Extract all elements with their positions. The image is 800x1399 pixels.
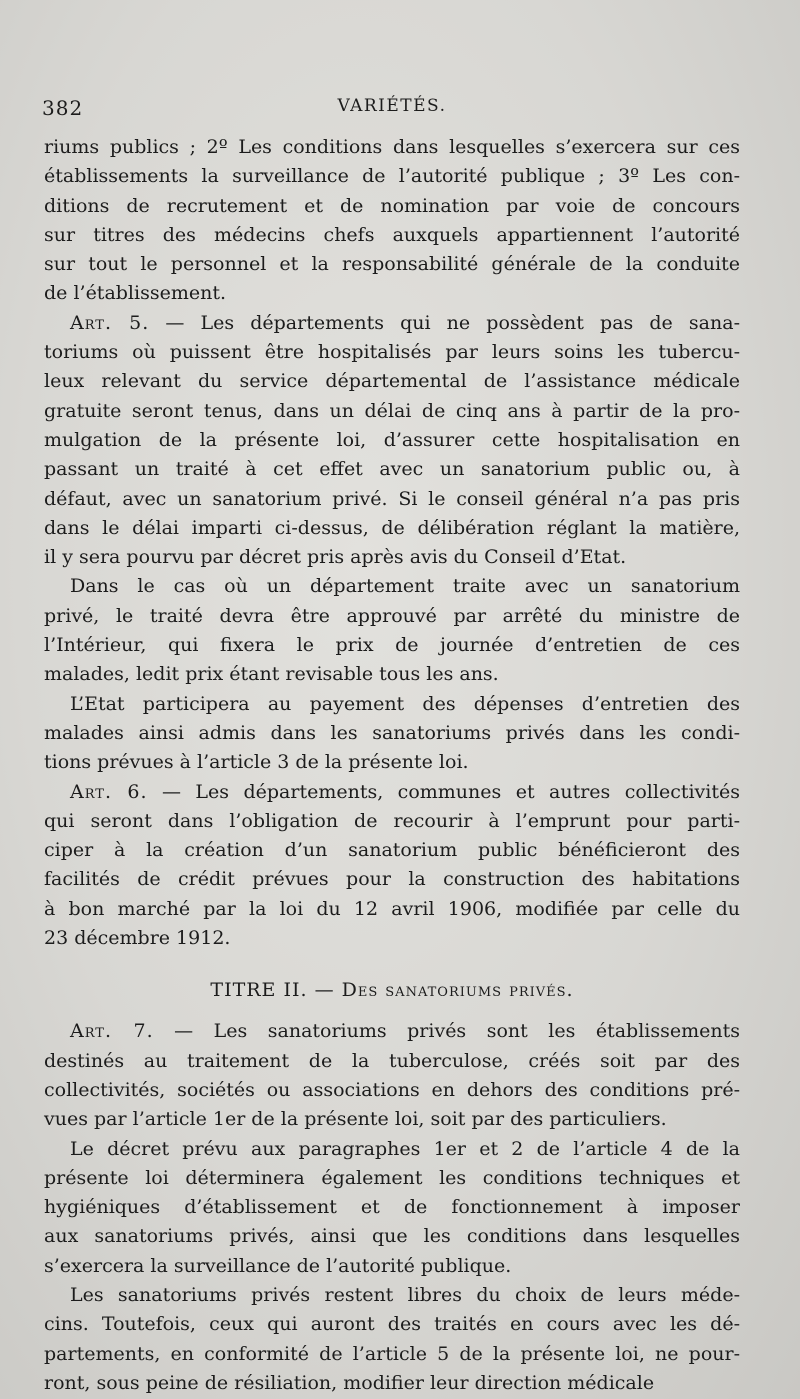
text-line — [44, 514, 740, 543]
text-line — [44, 367, 740, 396]
article-label: Art. 7. — [70, 1020, 154, 1043]
text-line — [44, 426, 740, 455]
text-line — [44, 748, 740, 777]
line-text: qui seront dans l’obligation de recourir à l’emprunt pour parti- — [44, 809, 740, 832]
text-line — [44, 1252, 740, 1281]
text-line — [44, 865, 740, 894]
text-line — [44, 1164, 740, 1193]
title-main: TITRE II. — [210, 979, 308, 1002]
text-line — [44, 1281, 740, 1310]
line-text: Dans le cas où un département traite avec un sanatorium — [70, 575, 740, 598]
text-line — [44, 1222, 740, 1251]
line-text: présente loi déterminera également les conditions techniques et — [44, 1166, 740, 1189]
line-text: cins. Toutefois, ceux qui auront des traités en cours avec les dé- — [44, 1313, 740, 1336]
section-title — [44, 975, 740, 1005]
text-line — [44, 719, 740, 748]
line-text: ront, sous peine de résiliation, modifier leur direction médicale — [44, 1371, 655, 1394]
line-text: s’exercera la surveillance de l’autorité publique. — [44, 1254, 512, 1277]
line-text: dans le délai imparti ci-dessus, de délibération réglant la matière, — [44, 516, 740, 539]
line-text: privé, le traité devra être approuvé par arrêté du ministre de — [44, 604, 740, 627]
line-text: il y sera pourvu par décret pris après avis du Conseil d’Etat. — [44, 546, 627, 569]
text-line — [44, 631, 740, 660]
running-head: VARIÉTÉS. — [337, 96, 447, 116]
line-text: malades ainsi admis dans les sanatoriums privés dans les condi- — [44, 721, 740, 744]
line-text: défaut, avec un sanatorium privé. Si le conseil général n’a pas pris — [44, 487, 740, 510]
line-text: sur titres des médecins chefs auxquels appartiennent l’autorité — [44, 223, 740, 246]
line-text: facilités de crédit prévues pour la construction des habitations — [44, 868, 740, 891]
text-line — [44, 1105, 740, 1134]
text-line — [44, 221, 740, 250]
text-line — [44, 1017, 740, 1046]
text-line — [44, 895, 740, 924]
text-line — [44, 1369, 740, 1398]
paragraph — [44, 1281, 740, 1398]
text-line — [44, 690, 740, 719]
text-line — [44, 455, 740, 484]
line-text: — Les départements qui ne possèdent pas de sana- — [149, 311, 740, 334]
line-text: Les sanatoriums privés restent libres du choix de leurs méde- — [70, 1283, 740, 1306]
line-text: riums publics ; 2º Les conditions dans lesquelles s’exercera sur ces — [44, 136, 740, 158]
line-text: hygiéniques d’établissement et de fonctionnement à imposer — [44, 1196, 740, 1219]
line-text: sur tout le personnel et la responsabilité générale de la conduite — [44, 253, 740, 276]
line-text: leux relevant du service départemental de l’assistance médicale — [44, 370, 740, 393]
text-line — [44, 836, 740, 865]
text-line — [44, 1076, 740, 1105]
text-line — [44, 807, 740, 836]
paragraph — [44, 778, 740, 954]
line-text: — Les sanatoriums privés sont les établissements — [153, 1020, 740, 1043]
section-titre-2 — [44, 1017, 740, 1398]
line-text: gratuite seront tenus, dans un délai de cinq ans à partir de la pro- — [44, 399, 740, 422]
text-line — [44, 1340, 740, 1369]
text-line — [44, 778, 740, 807]
line-text: 23 décembre 1912. — [44, 927, 231, 950]
line-text: toriums où puissent être hospitalisés par leurs soins les tubercu- — [44, 341, 740, 364]
line-text: mulgation de la présente loi, d’assurer cette hospitalisation en — [44, 428, 740, 451]
text-line — [44, 1193, 740, 1222]
article-label: Art. 5. — [70, 311, 150, 334]
line-text: vues par l’article 1er de la présente loi, soit par des particuliers. — [44, 1108, 667, 1131]
line-text: collectivités, sociétés ou associations en dehors des conditions pré- — [44, 1078, 740, 1101]
text-line — [44, 543, 740, 572]
text-line — [44, 485, 740, 514]
line-text: partements, en conformité de l’article 5 de la présente loi, ne pour- — [44, 1342, 740, 1365]
text-line — [44, 924, 740, 953]
text-line — [44, 1310, 740, 1339]
text-line — [44, 279, 740, 308]
title-sub: Des sanatoriums privés. — [341, 979, 574, 1002]
paragraph — [44, 133, 740, 309]
line-text: destinés au traitement de la tuberculose, créés soit par des — [44, 1049, 740, 1072]
line-text: de l’établissement. — [44, 282, 227, 305]
line-text: ditions de recrutement et de nomination par voie de concours — [44, 194, 740, 217]
text-line — [44, 1135, 740, 1164]
page-number: 382 — [42, 96, 84, 120]
paragraph — [44, 1135, 740, 1281]
line-text: malades, ledit prix étant revisable tous les ans. — [44, 663, 499, 686]
text-line — [44, 602, 740, 631]
line-text: — Les départements, communes et autres collectivités — [147, 780, 740, 803]
text-line — [44, 572, 740, 601]
section-titre-1 — [44, 133, 740, 953]
article-label: Art. 6. — [70, 780, 148, 803]
line-text: Le décret prévu aux paragraphes 1er et 2 de l’article 4 de la — [70, 1137, 740, 1160]
title-dash: — — [314, 979, 335, 1002]
paragraph — [44, 572, 740, 689]
text-line — [44, 309, 740, 338]
line-text: passant un traité à cet effet avec un sanatorium public ou, à — [44, 458, 740, 481]
text-line — [44, 162, 740, 191]
page-header — [42, 96, 742, 126]
line-text: ciper à la création d’un sanatorium public bénéficieront des — [44, 839, 740, 862]
paragraph — [44, 1017, 740, 1134]
line-text: tions prévues à l’article 3 de la présente loi. — [44, 751, 469, 774]
text-line — [44, 192, 740, 221]
line-text: l’Intérieur, qui fixera le prix de journée d’entretien de ces — [44, 634, 740, 657]
text-line — [44, 1047, 740, 1076]
line-text: aux sanatoriums privés, ainsi que les conditions dans lesquelles — [44, 1225, 740, 1248]
text-line — [44, 660, 740, 689]
line-text: établissements la surveillance de l’autorité publique ; 3º Les con- — [44, 165, 740, 188]
line-text: à bon marché par la loi du 12 avril 1906, modifiée par celle du — [44, 897, 740, 920]
line-text: L’Etat participera au payement des dépenses d’entretien des — [70, 692, 740, 715]
body-text — [44, 133, 740, 1398]
paragraph — [44, 309, 740, 573]
paragraph — [44, 690, 740, 778]
text-line — [44, 397, 740, 426]
text-line — [44, 250, 740, 279]
text-line — [44, 133, 740, 162]
text-line — [44, 338, 740, 367]
